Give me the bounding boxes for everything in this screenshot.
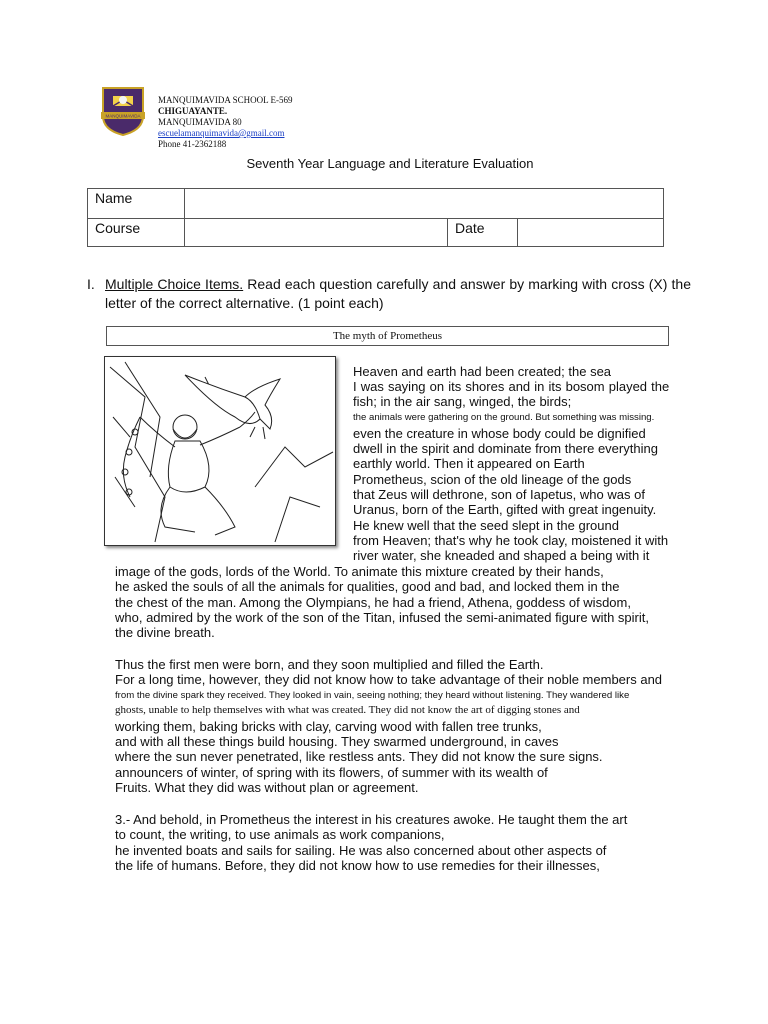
story-line: to count, the writing, to use animals as work companions, [115,827,445,842]
school-header [158,95,293,150]
student-info-table [87,188,664,247]
story-line: image of the gods, lords of the World. To animate this mixture created by their hands, [115,564,604,579]
story-line: Prometheus, scion of the old lineage of the gods [353,472,632,487]
logo-text: MANQUIMAVIDA [105,113,141,119]
course-label: Course [95,220,141,236]
school-name: MANQUIMAVIDA SCHOOL E-569 [158,95,293,105]
prometheus-illustration [104,356,336,546]
story-line: and with all these things build housing. They swarmed underground, in caves [115,734,559,749]
story-line: announcers of winter, of spring with its flowers, of summer with its wealth of [115,765,548,780]
story-line: fish; in the air sang, winged, the birds; [353,394,572,409]
section-heading: Multiple Choice Items. [105,276,244,292]
evaluation-title: Seventh Year Language and Literature Evaluation [246,156,534,171]
section-instructions [87,275,691,313]
story-line: For a long time, however, they did not know how to take advantage of their noble members and [115,672,663,687]
story-line: the divine breath. [115,625,215,640]
course-field[interactable] [185,219,447,246]
story-line: Thus the first men were born, and they soon multiplied and filled the Earth. [115,657,544,672]
date-label: Date [455,220,485,236]
name-field[interactable] [185,189,663,218]
story-line: Fruits. What they did was without plan or agreement. [115,780,419,795]
section-number: I. [87,276,95,292]
instructions-text: Read each question carefully and answer by marking with cross (X) the letter of the correct alternative. (1 point each) [105,276,691,311]
story-line: the life of humans. Before, they did not know how to use remedies for their illnesses, [115,858,600,873]
school-phone: Phone 41-2362188 [158,139,227,149]
school-address: MANQUIMAVIDA 80 [158,117,242,127]
story-line: he asked the souls of all the animals for qualities, good and bad, and locked them in the [115,579,620,594]
story-line: from Heaven; that's why he took clay, moistened it with [353,533,669,548]
story-line: he invented boats and sails for sailing. He was also concerned about other aspects of [115,843,607,858]
story-line: who, admired by the work of the son of the Titan, infused the semi-animated figure with spirit, [115,610,649,625]
story-line: where the sun never penetrated, like restless ants. They did not know the sure signs. [115,749,603,764]
story-line: I was saying on its shores and in its bosom played the [353,379,670,394]
story-line: dwell in the spirit and dominate from there everything [353,441,658,456]
name-label: Name [95,190,133,206]
story-line: earthly world. Then it appeared on Earth [353,456,585,471]
school-email-link[interactable]: escuelamanquimavida@gmail.com [158,128,285,138]
story-line: Uranus, born of the Earth, gifted with great ingenuity. [353,502,657,517]
story-line: He knew well that the seed slept in the ground [353,518,619,533]
story-line: working them, baking bricks with clay, carving wood with fallen tree trunks, [115,719,542,734]
story-line: the animals were gathering on the ground. But something was missing. [353,412,655,423]
school-logo [100,86,146,136]
date-field[interactable] [518,219,663,246]
story-line: river water, she kneaded and shaped a being with it [353,548,650,563]
story-line: Heaven and earth had been created; the sea [353,364,612,379]
story-line: even the creature in whose body could be dignified [353,426,646,441]
story-line: from the divine spark they received. They looked in vain, seeing nothing; they heard without listening. They wandered like [115,690,630,701]
story-line: ghosts, unable to help themselves with what was created. They did not know the art of digging stones and [115,704,580,716]
story-line: that Zeus will dethrone, son of Iapetus, who was of [353,487,645,502]
school-city: CHIGUAYANTE. [158,106,228,116]
story-line: 3.- And behold, in Prometheus the interest in his creatures awoke. He taught them the art [115,812,628,827]
story-line: the chest of the man. Among the Olympians, he had a friend, Athena, goddess of wisdom, [115,595,631,610]
story-title: The myth of Prometheus [106,326,669,346]
